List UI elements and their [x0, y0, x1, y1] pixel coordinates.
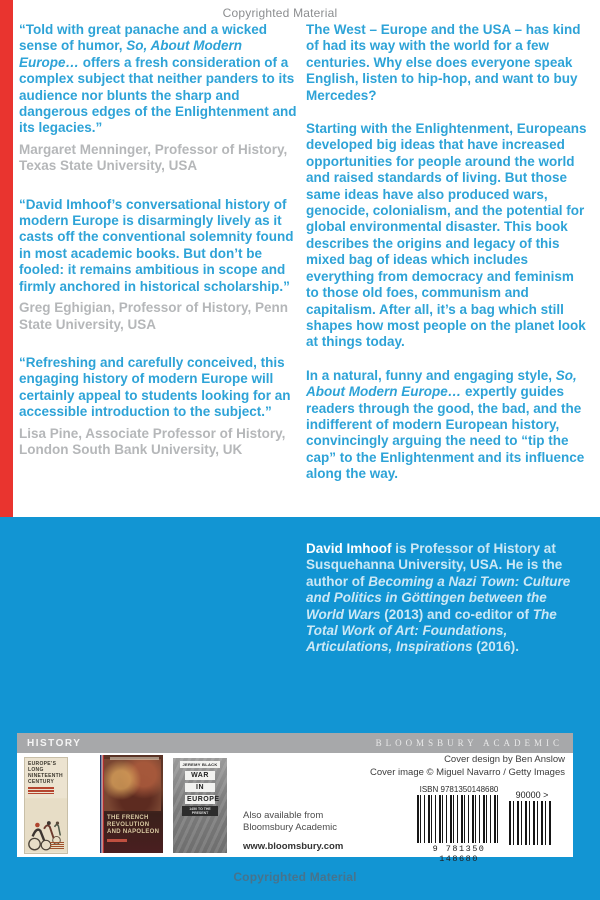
price-barcode	[509, 801, 551, 845]
blurb-paragraph: The West – Europe and the USA – has kind of had its way with the world for a few centuries. Why else does everyone speak English, listen to hip-hop, and want to buy Mercedes?	[306, 22, 581, 103]
thumbnail-imprint-lines	[50, 842, 64, 849]
author-bio: David Imhoof is Professor of History at Susquehanna University, USA. He is the author of Becoming a Nazi Town: Culture and Politics in Göttingen between the World Wars (2013) and co-editor of The Total Work of Art: Foundations, Articulations, Inspirations (2016).	[306, 541, 571, 655]
thumbnail-title-word: IN	[185, 783, 215, 792]
isbn-digits: 9 781350 148680	[432, 844, 486, 864]
quote-attribution: Margaret Menninger, Professor of History, Texas State University, USA	[19, 141, 288, 174]
quote-block	[19, 197, 300, 333]
book-thumbnail-war-in-europe	[173, 758, 227, 853]
quote-text: “David Imhoof’s conversational history of modern Europe is disarmingly lively as it casts off the conventional solemnity found in most academic books. But don’t be fooled: it remains ambitious in scope and firmly anchored in historical scholarship.”	[19, 196, 294, 294]
thumbnail-subtitle: 1450 TO THE PRESENT	[182, 806, 218, 816]
review-quotes-column	[19, 22, 300, 480]
thumbnail-title-word: EUROPE	[187, 796, 220, 803]
publisher-website: www.bloomsbury.com	[243, 841, 344, 852]
cover-credits	[370, 753, 565, 779]
category-bar	[17, 733, 573, 753]
thumbnail-subtitle-line	[107, 839, 147, 842]
thumbnail-title-word: WAR	[185, 771, 215, 780]
also-available-text	[243, 810, 337, 834]
thumbnail-author-line	[110, 757, 159, 760]
isbn-label: ISBN 9781350148680	[419, 785, 499, 794]
red-edge-stripe	[0, 0, 13, 517]
book-thumbnail-french-revolution-napoleon	[100, 755, 163, 853]
thumbnail-title: THE FRENCH REVOLUTION AND NAPOLEON	[107, 815, 160, 835]
price-code: 90000 >	[515, 790, 549, 800]
quote-attribution: Lisa Pine, Associate Professor of History, London South Bank University, UK	[19, 425, 286, 457]
footer-panel	[17, 733, 573, 864]
quote-block	[19, 355, 300, 458]
blurb-column	[306, 22, 590, 500]
cover-image-credit: Cover image © Miguel Navarro / Getty Images	[370, 767, 565, 778]
quote-block	[19, 22, 300, 175]
category-label: HISTORY	[27, 737, 82, 749]
thumbnail-author: JEREMY BLACK	[180, 761, 220, 768]
cover-design-credit: Cover design by Ben Anslow	[444, 754, 565, 765]
also-available-line: Bloomsbury Academic	[243, 822, 337, 833]
thumbnail-title: EUROPE’S LONG NINETEENTH CENTURY	[28, 761, 63, 785]
quote-text: “Refreshing and carefully conceived, this engaging history of modern Europe will certainly appeal to students looking for an accessible introduction to the subject.”	[19, 354, 291, 420]
isbn-barcode	[417, 795, 501, 843]
also-available-line: Also available from	[243, 810, 324, 821]
publisher-label: BLOOMSBURY ACADEMIC	[375, 738, 563, 748]
thumbnail-subtitle-lines	[28, 787, 54, 794]
quote-attribution: Greg Eghigian, Professor of History, Penn State University, USA	[19, 300, 289, 332]
book-thumbnail-europes-long-nineteenth-century	[24, 757, 68, 854]
copyright-watermark-bottom: Copyrighted Material	[233, 870, 357, 884]
copyright-watermark-top: Copyrighted Material	[222, 6, 338, 20]
blurb-paragraph: In a natural, funny and engaging style, So, About Modern Europe… expertly guides readers through the good, the bad, and the indifferent of modern European history, convincingly arguing the need to “tip the cap” to the Enlightenment and its influence along the way.	[306, 367, 585, 482]
quote-text: “Told with great panache and a wicked sense of humor, So, About Modern Europe… offers a fresh consideration of a complex subject that neither panders to its audience nor blunts the sharp and dangerous edges of the Enlightenment and its legacies.”	[19, 22, 297, 136]
blurb-paragraph: Starting with the Enlightenment, Europeans developed big ideas that have increased opportunities for people around the world and raised standards of living. But those same ideas have also produced wars, genocide, colonialism, and the potential for global environmental disaster. This book describes the origins and legacy of this mixed bag of ideas which includes everything from democracy and feminism to those old foes, communism and capitalism. After all, it’s a bag which still shapes how most people on the planet look at things today.	[306, 121, 587, 350]
battle-painting	[104, 759, 161, 811]
